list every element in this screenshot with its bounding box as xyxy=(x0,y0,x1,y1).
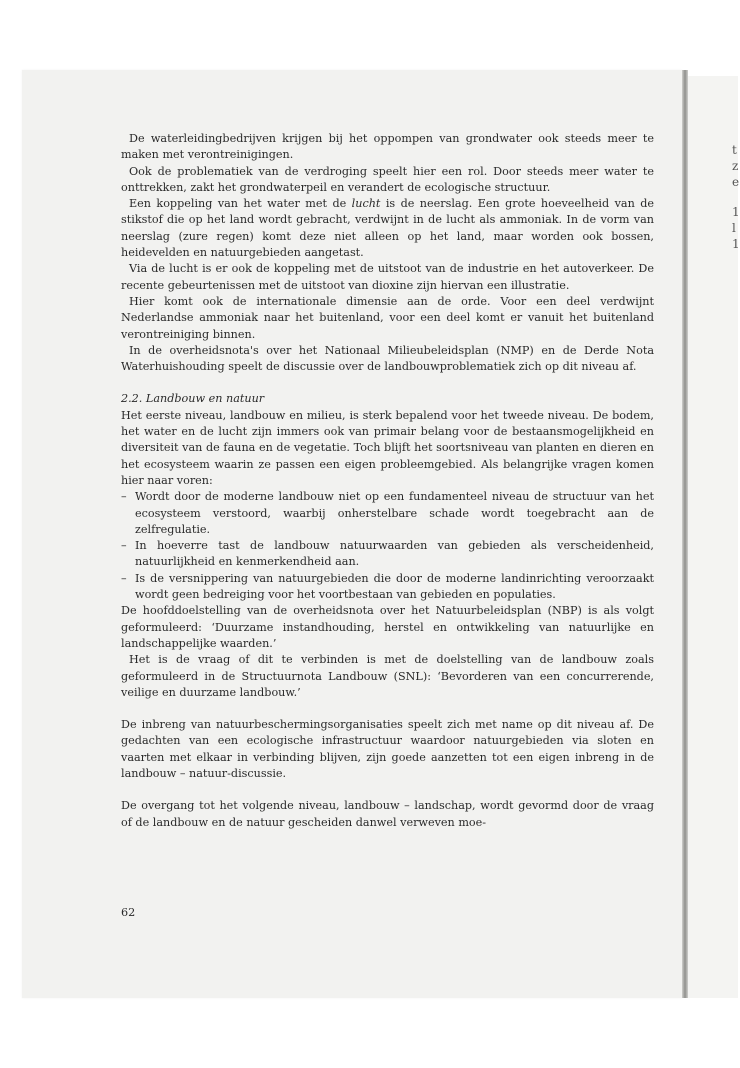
list-dash: – xyxy=(121,490,127,504)
adjacent-page-edge xyxy=(688,76,738,998)
adjacent-page-glyph: 1 xyxy=(732,205,740,219)
list-item xyxy=(121,571,654,604)
paragraph-overgang: De overgang tot het volgende niveau, landbouw – landschap, wordt gevormd door de vraag of de landbouw en de natuur gescheiden danwel verweven moe- xyxy=(121,799,654,829)
paragraph-section-intro: Het eerste niveau, landbouw en milieu, is sterk bepalend voor het tweede niveau. De bodem, het water en de lucht zijn immers ook van primair belang voor de bestaansmogelijkheid en diversiteit van de fauna en de vegetatie. Toch blijft het soortsniveau van planten en dieren en het ecosysteem waarin ze passen een eigen probleemgebied. Als belangrijke vragen komen hier naar voren: xyxy=(121,408,654,487)
adjacent-page-glyph: t xyxy=(732,143,737,157)
adjacent-page-glyph: e xyxy=(732,175,740,189)
question-list xyxy=(121,489,654,603)
paragraph-industrie: Via de lucht is er ook de koppeling met de uitstoot van de industrie en het autoverkeer. De recente gebeurtenissen met de uitstoot van dioxine zijn hiervan een illustratie. xyxy=(121,262,654,292)
paragraph-nbp: De hoofddoelstelling van de overheidsnota over het Natuurbeleidsplan (NBP) is als volgt geformuleerd: ‘Duurzame instandhouding, herstel en ontwikkeling van natuurlijke en landschappelijke waarden.’ xyxy=(121,604,654,650)
paragraph-snl: Het is de vraag of dit te verbinden is met de doelstelling van de landbouw zoals geformuleerd in de Structuurnota Landbouw (SNL): ‘Bevorderen van een concurrerende, veilige en duurzame landbouw.’ xyxy=(121,653,654,699)
list-item xyxy=(121,538,654,571)
list-item-text: Is de versnippering van natuurgebieden die door de moderne landinrichting veroorzaakt wordt geen bedreiging voor het voortbestaan van gebieden en populaties. xyxy=(135,571,654,602)
paragraph-nmp: In de overheidsnota's over het Nationaal Milieubeleidsplan (NMP) en de Derde Nota Waterhuishouding speelt de discussie over de landbouwproblematiek zich op dit niveau af. xyxy=(121,343,654,374)
body-text xyxy=(121,131,654,831)
paragraph-lucht-after: is de neerslag. Een grote hoeveelheid van de stikstof die op het land wordt gebracht, verdwijnt in de lucht als ammoniak. In de vorm van neerslag (zure regen) komt deze niet alleen op het land, maar worden ook bossen, heidevelden en natuurgebieden aangetast. xyxy=(121,197,654,260)
section-heading: 2.2. Landbouw en natuur xyxy=(121,392,265,406)
paragraph-lucht xyxy=(121,196,654,261)
list-item-text: Wordt door de moderne landbouw niet op een fundamenteel niveau de structuur van het ecosysteem verstoord, waarbij onherstelbare schade wordt toegebracht aan de zelfregulatie. xyxy=(135,490,654,536)
paragraph-waterleiding: De waterleidingbedrijven krijgen bij het oppompen van grondwater ook steeds meer te maken met verontreinigingen. xyxy=(121,132,654,162)
list-dash: – xyxy=(121,539,127,553)
paragraph-verdroging: Ook de problematiek van de verdroging speelt hier een rol. Door steeds meer water te onttrekken, zakt het grondwaterpeil en verandert de ecologische structuur. xyxy=(121,164,654,194)
page-number: 62 xyxy=(121,906,136,919)
paragraph-internationaal: Hier komt ook de internationale dimensie aan de orde. Voor een deel verdwijnt Nederlandse ammoniak naar het buitenland, voor een deel komt er vanuit het buitenland verontreiniging binnen. xyxy=(121,294,654,341)
emphasis-lucht: lucht xyxy=(351,197,381,211)
paragraph-lucht-before: Een koppeling van het water met de xyxy=(129,197,352,211)
list-item-text: In hoeverre tast de landbouw natuurwaarden van gebieden als verscheidenheid, natuurlijkheid en kenmerkendheid aan. xyxy=(135,539,654,569)
adjacent-page-glyph: 1 xyxy=(732,237,740,251)
adjacent-page-glyph: z xyxy=(732,159,739,173)
paragraph-inbreng: De inbreng van natuurbeschermingsorganisaties speelt zich met name op dit niveau af. De gedachten van een ecologische infrastructuur waardoor natuurgebieden via sloten en vaarten met elkaar in verbinding blijven, zijn goede aanzetten tot een eigen inbreng in de landbouw – natuur-discussie. xyxy=(121,718,654,780)
list-dash: – xyxy=(121,571,127,585)
adjacent-page-glyph: l xyxy=(732,221,736,235)
list-item xyxy=(121,489,654,538)
